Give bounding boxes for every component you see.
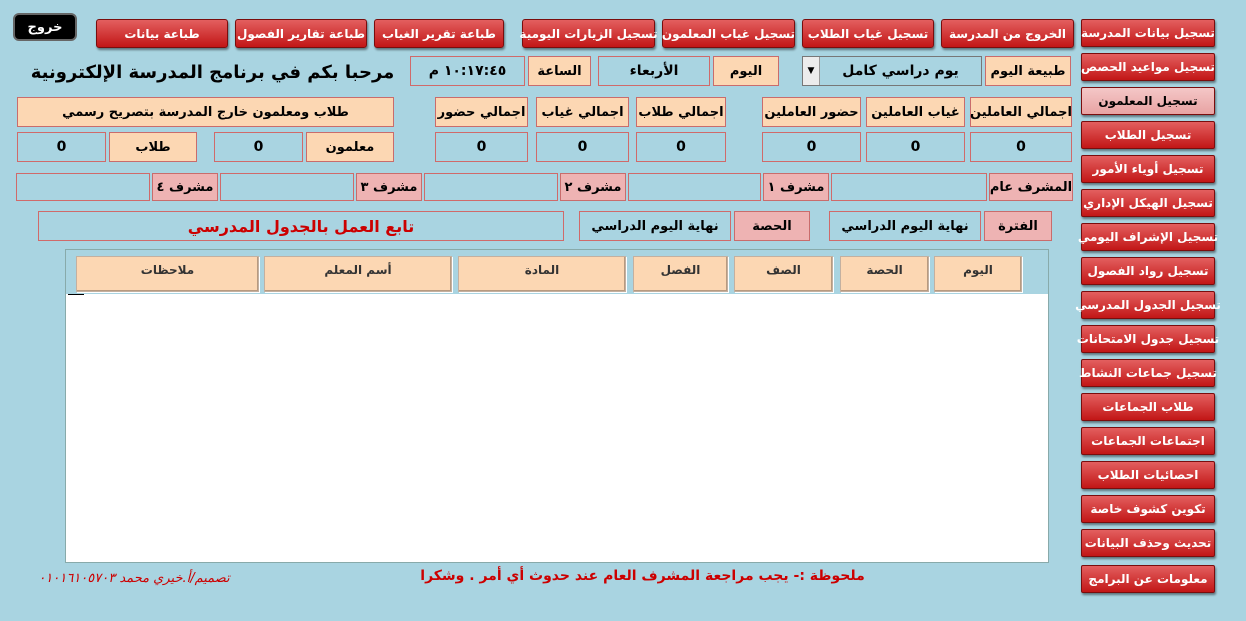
sidebar-item-activity-groups[interactable]: تسجيل جماعات النشاط [1081, 359, 1215, 387]
staff-absence-label: غياب العاملين [866, 97, 965, 127]
total-present-label: اجمالي حضور [435, 97, 528, 127]
header-subject[interactable]: المادة [458, 256, 626, 292]
sidebar-item-class-times[interactable]: تسجيل مواعيد الحصص [1081, 53, 1215, 81]
sidebar-item-timetable[interactable]: تسجيل الجدول المدرسي [1081, 291, 1215, 319]
total-staff-value: 0 [970, 132, 1072, 162]
print-data-button[interactable]: طباعة بيانات [96, 19, 228, 48]
general-supervisor-value [831, 173, 987, 201]
supervisor-4-value [16, 173, 150, 201]
supervisor-1-value [628, 173, 761, 201]
schedule-table [65, 249, 1049, 563]
general-supervisor-label: المشرف عام [989, 173, 1073, 201]
print-class-reports-button[interactable]: طباعة تقارير الفصول [235, 19, 367, 48]
sidebar-item-student-stats[interactable]: احصائيات الطلاب [1081, 461, 1215, 489]
sidebar-item-guardians[interactable]: تسجيل أوياء الأمور [1081, 155, 1215, 183]
header-section[interactable]: الفصل [633, 256, 728, 292]
total-staff-label: اجمالي العاملين [970, 97, 1072, 127]
sidebar-item-daily-supervision[interactable]: تسجيل الإشراف اليومي [1081, 223, 1215, 251]
sidebar-item-custom-lists[interactable]: تكوين كشوف خاصة [1081, 495, 1215, 523]
header-teacher-name[interactable]: أسم المعلم [264, 256, 452, 292]
school-exit-button[interactable]: الخروج من المدرسة [941, 19, 1074, 48]
sidebar-item-group-meetings[interactable]: اجتماعات الجماعات [1081, 427, 1215, 455]
outside-title-label: طلاب ومعلمون خارج المدرسة بتصريح رسمي [17, 97, 394, 127]
total-absence-label: اجمالي غياب [536, 97, 629, 127]
page-title: مرحبا بكم في برنامج المدرسة الإلكترونية [30, 61, 395, 83]
follow-schedule-text: تابع العمل بالجدول المدرسي [38, 211, 564, 241]
total-present-value: 0 [435, 132, 528, 162]
sidebar-item-class-leaders[interactable]: تسجيل رواد الفصول [1081, 257, 1215, 285]
sidebar-item-teachers[interactable]: تسجيل المعلمون [1081, 87, 1215, 115]
sidebar-item-group-students[interactable]: طلاب الجماعات [1081, 393, 1215, 421]
total-students-value: 0 [636, 132, 726, 162]
footer-note: ملحوظة :- يجب مراجعة المشرف العام عند حدوث أي أمر . وشكرا [420, 568, 865, 584]
staff-present-value: 0 [762, 132, 861, 162]
header-notes[interactable]: ملاحظات [76, 256, 259, 292]
sidebar-item-students[interactable]: تسجيل الطلاب [1081, 121, 1215, 149]
header-day[interactable]: اليوم [934, 256, 1022, 292]
class-value: نهاية اليوم الدراسي [579, 211, 731, 241]
day-type-label: طبيعة اليوم [985, 56, 1071, 86]
day-type-select[interactable] [802, 56, 982, 86]
students-outside-value: 0 [17, 132, 106, 162]
day-type-value: يوم دراسي كامل [842, 63, 959, 79]
sidebar-item-school-data[interactable]: تسجيل بيانات المدرسة [1081, 19, 1215, 47]
class-label: الحصة [734, 211, 810, 241]
table-header-row [66, 250, 1048, 294]
staff-present-label: حضور العاملين [762, 97, 861, 127]
print-absence-report-button[interactable]: طباعة تقرير الغياب [374, 19, 504, 48]
sidebar-item-admin-structure[interactable]: تسجيل الهيكل الإداري [1081, 189, 1215, 217]
total-students-label: اجمالي طلاب [636, 97, 726, 127]
sidebar-item-update-delete[interactable]: تحديث وحذف البيانات [1081, 529, 1215, 557]
time-label: الساعة [528, 56, 591, 86]
header-period[interactable]: الحصة [840, 256, 929, 292]
chevron-down-icon[interactable]: ▼ [803, 57, 820, 85]
time-value: ١٠:١٧:٤٥ م [410, 56, 525, 86]
student-absence-button[interactable]: تسجيل غياب الطلاب [802, 19, 934, 48]
day-label: اليوم [713, 56, 779, 86]
exit-button[interactable]: خروج [13, 13, 77, 41]
period-value: نهاية اليوم الدراسي [829, 211, 981, 241]
supervisor-3-value [220, 173, 354, 201]
sidebar-item-exam-schedule[interactable]: تسجيل جدول الامتحانات [1081, 325, 1215, 353]
teacher-absence-button[interactable]: تسجيل غياب المعلمون [662, 19, 795, 48]
day-value: الأربعاء [598, 56, 710, 86]
supervisor-4-label: مشرف ٤ [152, 173, 218, 201]
total-absence-value: 0 [536, 132, 629, 162]
staff-absence-value: 0 [866, 132, 965, 162]
sidebar-item-about[interactable]: معلومات عن البرامج [1081, 565, 1215, 593]
text-cursor [68, 294, 84, 295]
teachers-outside-value: 0 [214, 132, 303, 162]
supervisor-1-label: مشرف ١ [763, 173, 829, 201]
header-grade[interactable]: الصف [734, 256, 833, 292]
supervisor-3-label: مشرف ٣ [356, 173, 422, 201]
supervisor-2-label: مشرف ٢ [560, 173, 626, 201]
daily-visits-button[interactable]: تسجيل الزيارات اليومية [522, 19, 655, 48]
students-outside-label: طلاب [109, 132, 197, 162]
supervisor-2-value [424, 173, 558, 201]
designer-credit: تصميم/أ.خيري محمد ٠١٠١٦١٠٥٧٠٣ [38, 570, 230, 586]
teachers-outside-label: معلمون [306, 132, 394, 162]
period-label: الفترة [984, 211, 1052, 241]
